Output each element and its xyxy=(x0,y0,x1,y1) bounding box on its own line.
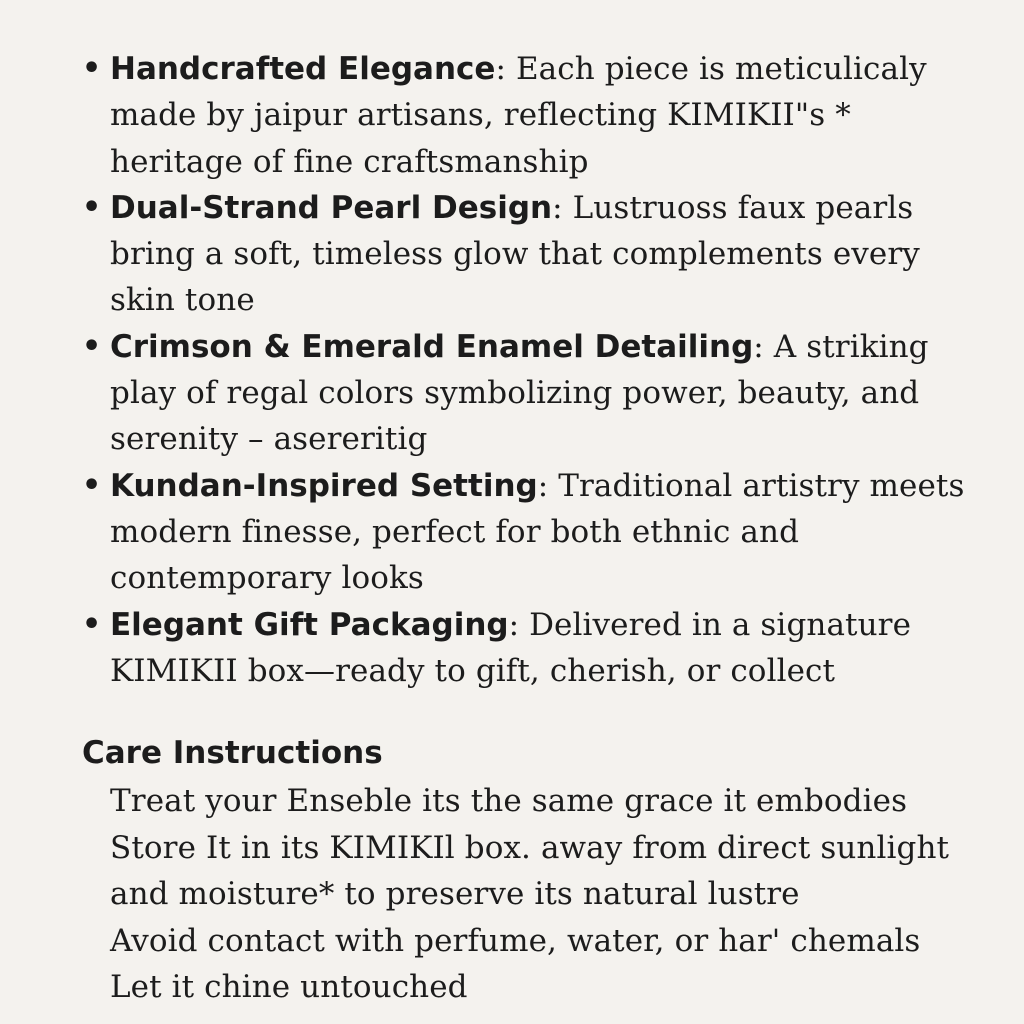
care-instructions-heading: Care Instructions xyxy=(82,735,383,771)
feature-title: Crimson & Emerald Enamel Detailing xyxy=(110,328,754,365)
care-instruction-line: Store It in its KIMIKIl box. away from direct sunlight xyxy=(110,829,950,866)
feature-item xyxy=(80,602,980,695)
feature-item xyxy=(80,46,980,185)
feature-list xyxy=(80,46,980,694)
feature-title: Dual-Strand Pearl Design xyxy=(110,189,553,226)
feature-item xyxy=(80,324,980,463)
bullet-icon: • xyxy=(82,51,102,86)
feature-description: A striking play of regal colors symbolizing power, beauty, and serenity – asereritig xyxy=(110,328,929,458)
feature-description: Lustruoss faux pearls bring a soft, timeless glow that complements every skin tone xyxy=(110,189,920,319)
feature-item xyxy=(80,463,980,602)
feature-separator: : xyxy=(508,606,530,643)
feature-title: Handcrafted Elegance xyxy=(110,51,496,87)
feature-separator: : xyxy=(495,51,516,87)
feature-separator: : xyxy=(552,189,573,226)
feature-title: Kundan-Inspired Setting xyxy=(110,467,538,504)
feature-separator: : xyxy=(753,328,774,365)
bullet-icon: • xyxy=(82,467,102,503)
bullet-icon: • xyxy=(82,606,102,642)
feature-description: Traditional artistry meets modern finesse, perfect for both ethnic and contemporary looks xyxy=(110,467,965,597)
feature-description: Each piece is meticulicaly made by jaipur artisans, reflecting KIMIKII"s * heritage of fine craftsmanship xyxy=(110,51,927,180)
bullet-icon: • xyxy=(82,328,102,364)
care-instructions-list xyxy=(110,778,990,1011)
feature-separator: : xyxy=(537,467,559,504)
care-instruction-line: Treat your Enseble its the same grace it embodies xyxy=(110,783,908,819)
care-instruction-line: Avoid contact with perfume, water, or har' chemals xyxy=(110,922,921,959)
care-instruction-line: and moisture* to preserve its natural lustre xyxy=(110,876,800,912)
care-instruction-line: Let it chine untouched xyxy=(110,969,468,1005)
feature-item xyxy=(80,185,980,324)
feature-title: Elegant Gift Packaging xyxy=(110,606,509,643)
feature-description: Delivered in a signature KIMIKII box—ready to gift, cherish, or collect xyxy=(110,606,912,689)
bullet-icon: • xyxy=(82,189,102,225)
